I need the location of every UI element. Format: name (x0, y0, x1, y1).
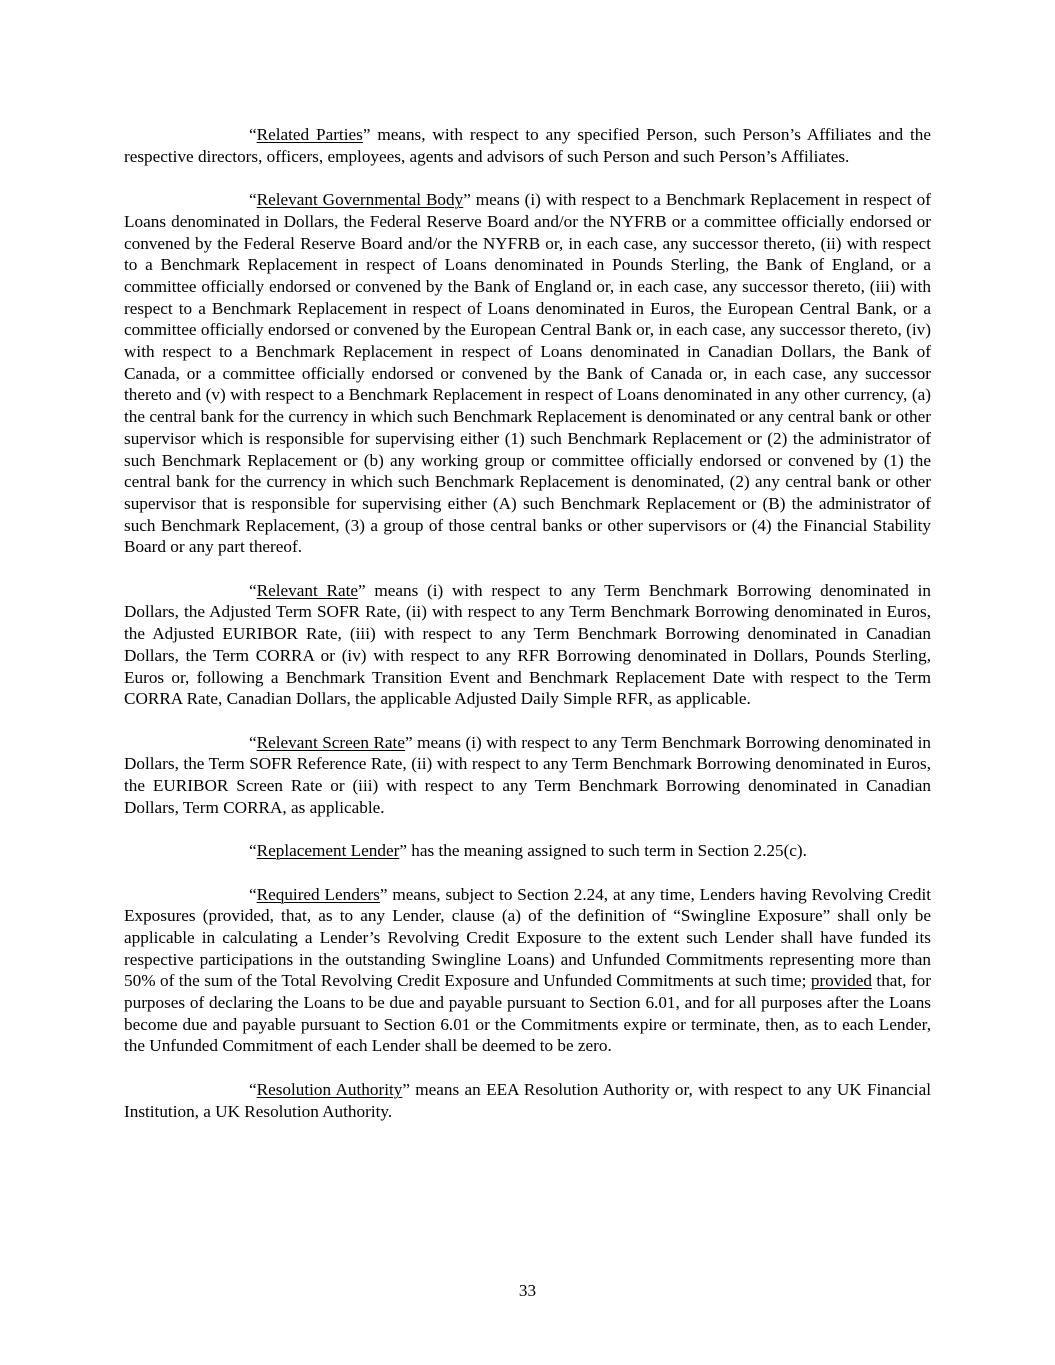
open-quote: “ (249, 580, 257, 600)
definition-text: ” means, with respect to any specified Person, such Person’s Affiliates and the respective directors, officers, employees, agents and advisors of such Person and such Person’s Affiliates. (124, 125, 931, 166)
open-quote: “ (249, 1079, 257, 1099)
definition-text: ” means (i) with respect to a Benchmark Replacement in respect of Loans denominated in Dollars, the Federal Reserve Board and/or the NYFRB or a committee officially endorsed or convened by the Federal Reserve Board and/or the NYFRB or, in each case, any successor thereto, (ii) with respect to a Benchmark Replacement in respect of Loans denominated in Pounds Sterling, the Bank of England, or a committee officially endorsed or convened by the Bank of England or, in each case, any successor thereto, (iii) with respect to a Benchmark Replacement in respect of Loans denominated in Euros, the European Central Bank, or a committee officially endorsed or convened by the European Central Bank or, in each case, any successor thereto, (iv) with respect to a Benchmark Replacement in respect of Loans denominated in Canadian Dollars, the Bank of Canada, or a committee officially endorsed or convened by the Bank of Canada or, in each case, any successor thereto and (v) with respect to a Benchmark Replacement in respect of Loans denominated in any other currency, (a) the central bank for the currency in which such Benchmark Replacement is denominated or any central bank or other supervisor which is responsible for supervising either (1) such Benchmark Replacement or (2) the administrator of such Benchmark Replacement or (b) any working group or committee officially endorsed or convened by (1) the central bank for the currency in which such Benchmark Replacement is denominated, (2) any central bank or other supervisor that is responsible for supervising either (A) such Benchmark Replacement or (B) the administrator of such Benchmark Replacement, (3) a group of those central banks or other supervisors or (4) the Financial Stability Board or any part thereof. (124, 190, 931, 557)
definition-text: ” has the meaning assigned to such term in Section 2.25(c). (399, 841, 807, 861)
open-quote: “ (249, 190, 257, 210)
definition-text-continued: that, for purposes of declaring the Loans to be due and payable pursuant to Section 6.01, and for all purposes after the Loans become due and payable pursuant to Section 6.01 or the Commitments expire or terminate, then, as to each Lender, the Unfunded Commitment of each Lender shall be deemed to be zero. (124, 971, 931, 1056)
defined-term: Related Parties (256, 125, 363, 144)
defined-term: Resolution Authority (256, 1079, 403, 1099)
definition-resolution-authority (124, 1079, 931, 1122)
defined-term: Relevant Rate (256, 580, 358, 600)
definition-text: ” means an EEA Resolution Authority or, with respect to any UK Financial Institution, a UK Resolution Authority. (124, 1079, 931, 1121)
page-number: 33 (518, 1281, 537, 1300)
definition-text: ” means, subject to Section 2.24, at any time, Lenders having Revolving Credit Exposures (provided, that, as to any Lender, clause (a) of the definition of “Swingline Exposure” shall only be applicable in calculating a Lender’s Revolving Credit Exposure to the extent such Lender shall have funded its respective participations in the outstanding Swingline Loans) and Unfunded Commitments representing more than 50% of the sum of the Total Revolving Credit Exposure and Unfunded Commitments at such time; (124, 884, 932, 991)
defined-term: Relevant Screen Rate (256, 732, 405, 752)
definition-text: ” means (i) with respect to any Term Benchmark Borrowing denominated in Dollars, the Term SOFR Reference Rate, (ii) with respect to any Term Benchmark Borrowing denominated in Euros, the EURIBOR Screen Rate or (iii) with respect to any Term Benchmark Borrowing denominated in Canadian Dollars, Term CORRA, as applicable. (124, 732, 932, 817)
open-quote: “ (249, 125, 257, 144)
open-quote: “ (249, 841, 257, 861)
defined-term: Required Lenders (256, 884, 380, 904)
definition-required-lenders (124, 884, 931, 1058)
definition-relevant-screen-rate (124, 732, 931, 819)
definition-replacement-lender (124, 840, 931, 862)
open-quote: “ (249, 732, 257, 752)
definition-relevant-rate (124, 580, 931, 710)
open-quote: “ (249, 884, 257, 904)
defined-term: Relevant Governmental Body (256, 190, 464, 210)
proviso-word: provided (810, 971, 872, 991)
document-page (124, 124, 931, 1144)
definition-relevant-governmental-body (124, 189, 931, 558)
definition-text: ” means (i) with respect to any Term Benchmark Borrowing denominated in Dollars, the Adjusted Term SOFR Rate, (ii) with respect to any Term Benchmark Borrowing denominated in Euros, the Adjusted EURIBOR Rate, (iii) with respect to any Term Benchmark Borrowing denominated in Canadian Dollars, the Term CORRA or (iv) with respect to any RFR Borrowing denominated in Dollars, Pounds Sterling, Euros or, following a Benchmark Transition Event and Benchmark Replacement Date with respect to the Term CORRA Rate, Canadian Dollars, the applicable Adjusted Daily Simple RFR, as applicable. (124, 580, 931, 709)
definition-related-parties (124, 124, 931, 167)
defined-term: Replacement Lender (256, 841, 400, 861)
